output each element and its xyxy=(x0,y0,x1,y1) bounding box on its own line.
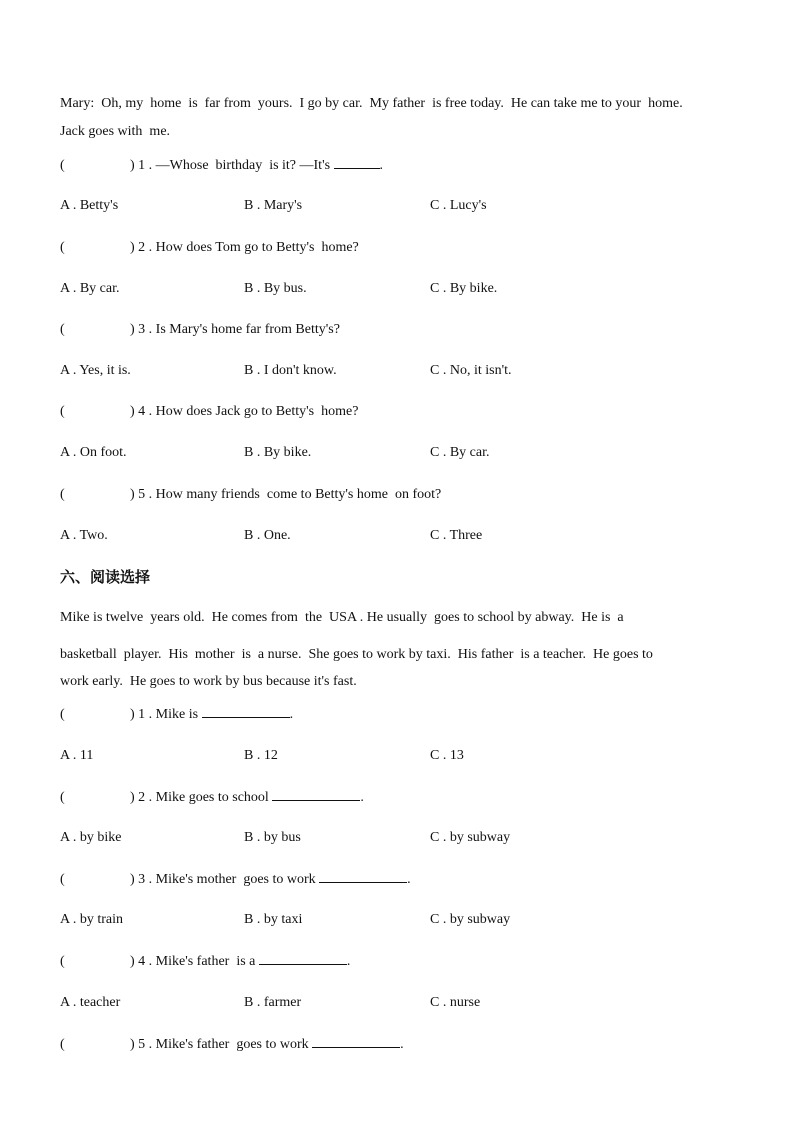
option-2-1-b[interactable]: B . 12 xyxy=(244,748,278,763)
option-2-3-c[interactable]: C . by subway xyxy=(430,912,511,927)
paren-open: ( xyxy=(60,954,65,969)
question-2-4 xyxy=(60,951,350,972)
passage2-line-3: work early. He goes to work by bus because it's fast. xyxy=(60,674,357,689)
option-1-2-c[interactable]: C . By bike. xyxy=(430,281,498,296)
paren-open: ( xyxy=(60,1037,65,1052)
option-1-1-c[interactable]: C . Lucy's xyxy=(430,198,487,213)
question-end: . xyxy=(346,954,351,969)
option-1-1-b[interactable]: B . Mary's xyxy=(244,198,303,213)
answer-blank[interactable] xyxy=(312,1034,400,1048)
question-1-2 xyxy=(60,238,359,258)
option-2-1-a[interactable]: A . 11 xyxy=(60,748,94,763)
question-text: ) 1 . Mike is xyxy=(130,707,199,722)
question-end: . xyxy=(407,872,411,887)
question-end: . xyxy=(400,1037,404,1052)
option-1-3-c[interactable]: C . No, it isn't. xyxy=(430,363,512,378)
option-1-2-b[interactable]: B . By bus. xyxy=(244,281,307,296)
question-2-1 xyxy=(60,704,293,725)
passage1-line-2: Jack goes with me. xyxy=(60,124,171,139)
option-1-5-a[interactable]: A . Two. xyxy=(60,528,108,543)
question-end: . xyxy=(289,707,294,722)
paren-open: ( xyxy=(60,240,65,255)
answer-blank[interactable] xyxy=(272,787,360,801)
question-text: ) 3 . Is Mary's home far from Betty's? xyxy=(130,322,340,337)
option-1-4-b[interactable]: B . By bike. xyxy=(244,445,312,460)
option-2-2-b[interactable]: B . by bus xyxy=(244,830,301,845)
option-2-2-c[interactable]: C . by subway xyxy=(430,830,511,845)
option-2-4-a[interactable]: A . teacher xyxy=(60,995,121,1010)
paren-open: ( xyxy=(60,322,65,337)
option-2-2-a[interactable]: A . by bike xyxy=(60,830,122,845)
question-end: . xyxy=(360,790,364,805)
option-2-4-c[interactable]: C . nurse xyxy=(430,995,481,1010)
passage2-line-2: basketball player. His mother is a nurse. She goes to work by taxi. His father is a teacher. He goes to xyxy=(60,647,653,662)
question-text: ) 2 . How does Tom go to Betty's home? xyxy=(130,240,359,255)
option-2-3-b[interactable]: B . by taxi xyxy=(244,912,303,927)
question-1-5 xyxy=(60,485,441,505)
question-text: ) 3 . Mike's mother goes to work xyxy=(130,872,316,887)
question-text: ) 4 . How does Jack go to Betty's home? xyxy=(130,404,359,419)
question-text: ) 4 . Mike's father is a xyxy=(130,954,256,969)
option-1-4-a[interactable]: A . On foot. xyxy=(60,445,127,460)
paren-open: ( xyxy=(60,707,65,722)
option-1-5-b[interactable]: B . One. xyxy=(244,528,291,543)
option-1-2-a[interactable]: A . By car. xyxy=(60,281,120,296)
question-1-3 xyxy=(60,320,340,340)
option-2-4-b[interactable]: B . farmer xyxy=(244,995,302,1010)
option-1-3-a[interactable]: A . Yes, it is. xyxy=(60,363,131,378)
paren-open: ( xyxy=(60,872,65,887)
question-text: ) 1 . —Whose birthday is it? —It's xyxy=(130,158,331,173)
paren-open: ( xyxy=(60,158,65,173)
question-2-3 xyxy=(60,869,411,890)
option-1-5-c[interactable]: C . Three xyxy=(430,528,483,543)
question-2-5 xyxy=(60,1034,404,1055)
passage2-line-1: Mike is twelve years old. He comes from the USA . He usually goes to school by abway. He is a xyxy=(60,610,624,625)
section-heading: 六、阅读选择 xyxy=(60,568,151,586)
question-text: ) 5 . How many friends come to Betty's home on foot? xyxy=(130,487,442,502)
option-2-3-a[interactable]: A . by train xyxy=(60,912,123,927)
paren-open: ( xyxy=(60,404,65,419)
option-1-3-b[interactable]: B . I don't know. xyxy=(244,363,337,378)
question-text: ) 5 . Mike's father goes to work xyxy=(130,1037,309,1052)
option-1-4-c[interactable]: C . By car. xyxy=(430,445,490,460)
answer-blank[interactable] xyxy=(319,869,407,883)
question-end: . xyxy=(379,158,384,173)
option-2-1-c[interactable]: C . 13 xyxy=(430,748,464,763)
passage1-line-1: Mary: Oh, my home is far from yours. I go by car. My father is free today. He can take me to your home. xyxy=(60,96,683,111)
paren-open: ( xyxy=(60,790,65,805)
question-2-2 xyxy=(60,787,364,808)
option-1-1-a[interactable]: A . Betty's xyxy=(60,198,119,213)
question-1-4 xyxy=(60,402,358,422)
question-text: ) 2 . Mike goes to school xyxy=(130,790,269,805)
paren-open: ( xyxy=(60,487,65,502)
answer-blank[interactable] xyxy=(334,155,380,169)
question-1-1 xyxy=(60,155,383,176)
answer-blank[interactable] xyxy=(202,704,290,718)
answer-blank[interactable] xyxy=(259,951,347,965)
